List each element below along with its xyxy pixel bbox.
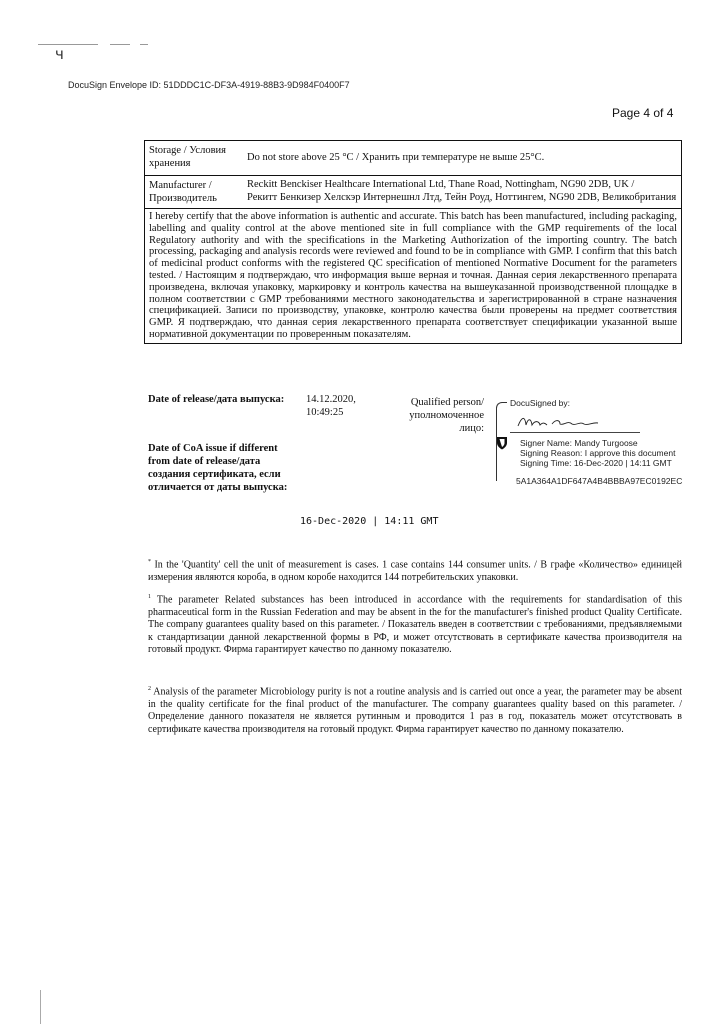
- handwritten-mark: ч: [55, 45, 64, 63]
- footnote-related-substances: [148, 591, 682, 657]
- manufacturer-value-ru: Рекитт Бенкизер Хелскэр Интернешнл Лтд, Тейн Роуд, Ноттингем, NG90 2DB, Великобритания: [247, 191, 677, 203]
- footnote-text: Analysis of the parameter Microbiology purity is not a routine analysis and is carried out once a year, the parameter may be absent in the quality certificate for the final product of the manufacturer. The company guarantees quality based on this parameter. / Определение данного показателя не является рутинным и проводится 1 раз в год, показатель может отсутствовать в сертификате качества производителя на готовый продукт. Фирма гарантирует качество по данному показателю.: [148, 686, 682, 735]
- storage-value: Do not store above 25 °C / Хранить при температуре не выше 25°C.: [247, 152, 545, 163]
- footnote-microbiology: [148, 683, 682, 736]
- signature-hash: 5A1A364A1DF647A4B4BBBA97EC0192EC: [516, 476, 683, 486]
- manufacturer-row: [145, 176, 681, 209]
- release-date-value: 14.12.2020, 10:49:25: [306, 394, 356, 418]
- footnote-quantity: [148, 556, 682, 584]
- certification-text: I hereby certify that the above information is authentic and accurate. This batch has been manufactured, including packaging, labelling and quality control at the above mentioned site in full compliance with the GMP requirements of the local Regulatory authority and with the specifications in the Marketing Authorization of the importing country. The batch processing, packaging and analysis records were reviewed and found to be in compliance with GMP. I confirm that this batch of medicinal product conforms with the registered QC specification of mentioned Normative Document for the parameters tested. / Настоящим я подтверждаю, что информация выше верная и точная. Данная серия лекарственного препарата произведена, включая упаковку, маркировку и контроль качества на вышеуказанной производственной площадке в полном соответствии с GMP требованиями местного законодательства и зарегистрированной в стране назначения спецификацией. Записи по производству, упаковке, контролю качества были проверены на предмет соответствия GMP. Я подтверждаю, что данная серия лекарственного препарата соответствует спецификации указанной выше нормативной документации по проверенным показателям.: [149, 211, 677, 340]
- signing-reason: Signing Reason: I approve this document: [520, 448, 676, 458]
- envelope-id: DocuSign Envelope ID: 51DDDC1C-DF3A-4919-88B3-9D984F0400F7: [68, 80, 350, 90]
- footnote-text: In the 'Quantity' cell the unit of measurement is cases. 1 case contains 144 consumer units. / В графе «Количество» единицей измерения являются короба, в одном коробе находится 144 потребительских упаковки.: [148, 559, 682, 583]
- scan-edge-line: [40, 990, 41, 1024]
- scan-dash: [110, 44, 130, 45]
- signature-scribble-icon: [516, 414, 606, 430]
- footnote-marker: 1: [148, 594, 151, 600]
- footnote-marker: 2: [148, 686, 151, 692]
- footnote-text: The parameter Related substances has been introduced in accordance with the requirements for standardisation of this pharmaceutical form in the Russian Federation and may be absent in the for the manufacturer's finished product Quality Certificate. The company guarantees quality based on this parameter. / Показатель введен в соответствии с требованиями, предъявляемыми к стандартизации данной лекарственной формы в РФ, и может отсутствовать в сертификате качества производителя на готовый продукт. Фирма гарантирует качество по данному показателю.: [148, 594, 682, 656]
- coa-issue-date-label: Date of CoA issue if different from date of release/дата создания сертификата, если отличается от даты выпуска:: [148, 443, 288, 493]
- manufacturer-value-en: Reckitt Benckiser Healthcare International Ltd, Thane Road, Nottingham, NG90 2DB, UK /: [247, 179, 635, 190]
- signer-name: Signer Name: Mandy Turgoose: [520, 438, 638, 448]
- signer-details: [520, 438, 675, 468]
- storage-row: [145, 141, 681, 176]
- release-date-label: Date of release/дата выпуска:: [148, 394, 285, 405]
- signing-time: Signing Time: 16-Dec-2020 | 14:11 GMT: [520, 458, 672, 468]
- scan-dash: [140, 44, 148, 45]
- signature-line: [510, 432, 640, 433]
- docusign-shield-icon: [496, 436, 508, 450]
- timestamp: 16-Dec-2020 | 14:11 GMT: [300, 516, 439, 527]
- certificate-table: [144, 140, 682, 344]
- storage-label: Storage / Условия хранения: [149, 145, 226, 169]
- docusigned-by-label: DocuSigned by:: [510, 398, 571, 408]
- scan-dash: [38, 44, 98, 45]
- manufacturer-value: [243, 176, 681, 208]
- qualified-person-label: Qualified person/ уполномоченное лицо:: [409, 397, 484, 434]
- footnote-marker: *: [148, 559, 151, 565]
- page-number: Page 4 of 4: [612, 106, 674, 120]
- docusign-signature-block: [496, 398, 696, 486]
- manufacturer-label: Manufacturer / Производитель: [149, 180, 217, 204]
